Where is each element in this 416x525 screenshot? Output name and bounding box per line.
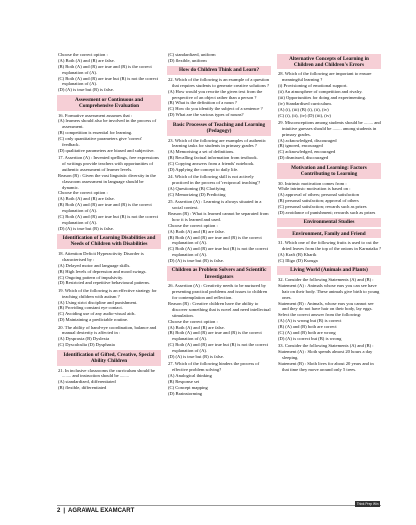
- option-text: Statement (B) : Sloth lives for about 20 years and in that time they move around only 5 trees.: [278, 360, 374, 372]
- option-text: (ii) An atmosphere of competition and rivalry.: [278, 89, 363, 95]
- option-text: (D) (A) is true but (R) is false.: [168, 353, 224, 359]
- question-text: 32. Consider the following Statements (A) and (B) :: [278, 277, 374, 283]
- option-text: (B) Both (A) and (R) are true and (R) is the correct explanation of (A).: [58, 202, 152, 214]
- option-text: (B) Recalling factual information from textbook.: [168, 155, 258, 161]
- option-text: (B) Both (A) and (R) are true and (R) is the correct explanation of (A).: [168, 234, 262, 246]
- section-heading: Basic Processes of Teaching and Learning (Pedagogy): [167, 120, 271, 135]
- option-text: (D) Restricted and repetitive behavioural patterns.: [58, 280, 151, 286]
- question-text: 27. Which of the following hinders the process of effective problem solving?: [168, 361, 260, 373]
- option-text: (C) Both (A) and (R) are true but (R) is not the correct explanation of (A).: [58, 75, 159, 87]
- option-text: (D) avoidance of punishment; rewards such as prizes: [278, 209, 376, 215]
- option-text: (A) learners should also be involved in the process of assessment.: [58, 118, 157, 130]
- question-text: 29. Misconceptions among students should be ........ and intuitive guesses should be ........ among students in primary grades.: [278, 119, 381, 137]
- section-heading: How do Children Think and Learn?: [167, 66, 271, 75]
- option-text: (iii) Opportunities for doing and experimenting.: [278, 94, 367, 100]
- option-text: (C) acknowledged, encouraged: [278, 149, 336, 155]
- section-heading: Motivation and Learning: Factors Contributing to Learning: [277, 163, 381, 178]
- section-heading: Identification of Learning Disabilities and Needs of Children with Disabilities: [57, 234, 161, 249]
- option-text: (C) Avoiding use of any audio-visual aids.: [58, 311, 136, 317]
- question-text: 30. Intrinsic motivation comes from :: [278, 180, 347, 186]
- option-text: (D) What are the various types of nouns?: [168, 112, 244, 118]
- option-text: (C) Both (A) and (R) are true but (R) is not the correct explanation of (A).: [168, 246, 269, 258]
- page-number: 2: [57, 507, 61, 514]
- option-text: (A) Memorising a set of definitions.: [168, 149, 235, 155]
- option-text: Choose the correct option :: [168, 222, 218, 228]
- section-heading: Environmental Studies: [277, 218, 381, 227]
- option-text: (A) Both (A) and (R) are false.: [168, 324, 225, 330]
- option-text: (B) competition is essential for learning.: [58, 130, 133, 136]
- option-text: While intrinsic motivation is based on :: [278, 186, 351, 192]
- question-text: 25. Assertion (A) : Learning is always situated in a social context.: [168, 199, 262, 211]
- option-text: (C) Concept mapping: [168, 384, 208, 390]
- question-text: 24. Which of the following skill is not actively practiced in the process of 'reciprocal teaching'?: [168, 174, 261, 186]
- option-text: Choose the correct option :: [58, 52, 108, 57]
- option-text: (D) flexible, uniform: [168, 57, 207, 63]
- option-text: Select the correct answer from the following:: [278, 312, 362, 318]
- option-text: Choose the correct option :: [58, 190, 108, 196]
- option-text: (i) Provisioning of emotional support.: [278, 83, 348, 89]
- publisher-brand: AGRAWAL EXAMCART: [68, 507, 135, 514]
- option-text: (B) Both (A) and (R) are true and (R) is the correct explanation of (A).: [58, 63, 152, 75]
- question-text: 22. Which of the following is an example of a question that requires students to generate creative solutions ?: [168, 76, 270, 88]
- option-text: (D) (A) is true but (R) is false.: [168, 258, 224, 264]
- section-heading: Identification of Gifted, Creative, Special Ability Children: [57, 350, 161, 365]
- page-footer: [57, 505, 381, 517]
- option-text: (B) High levels of depression and mood swings.: [58, 268, 147, 274]
- option-text: (A) acknowledged, discouraged: [278, 137, 337, 143]
- option-text: (A) Both (A) and (R) are false.: [168, 228, 225, 234]
- option-text: (A) Both (A) and (R) are false.: [58, 196, 115, 202]
- question-text: 23. Which of the following are examples of authentic learning tasks for students in primary grades ?: [168, 137, 267, 149]
- option-text: (B) personal satisfaction; approval of others: [278, 198, 359, 204]
- column-middle: [167, 52, 271, 498]
- option-text: (B) What is the definition of a noun ?: [168, 100, 237, 106]
- section-heading: Assessment or Continuous and Comprehensive Evaluation: [57, 95, 161, 110]
- option-text: (D) Brainstorming: [168, 390, 203, 396]
- option-text: Choose the correct option :: [168, 318, 218, 324]
- column-right: [277, 52, 381, 498]
- option-text: (A) Using strict discipline and punishment.: [58, 299, 138, 305]
- option-text: Reason (R) : Creative children have the ability to discover something that is novel and need intellectual stimulation.: [168, 301, 271, 318]
- option-text: (D) (A) is correct but (B) is wrong: [278, 335, 342, 341]
- option-text: (A) approval of others; personal satisfaction: [278, 192, 360, 198]
- option-text: (A) How would you rewrite the given text from the perspective of an object rather than a person ?: [168, 88, 263, 100]
- question-text: 16. Formative assessment assumes that :: [58, 112, 133, 118]
- option-text: (B) Both (A) and (R) are true and (R) is the correct explanation of (A).: [168, 330, 262, 342]
- option-text: Statement (B) : Animals, whose ears you cannot see and they do not have hair on their body, lay eggs.: [278, 300, 374, 312]
- option-text: (C) Memorizing (D) Predicting: [168, 191, 226, 197]
- option-text: (B) ignored, encouraged: [278, 143, 323, 149]
- option-text: (B) (A) and (B) both are correct: [278, 324, 337, 330]
- question-text: 33. Consider the following Statements (A) and (B) :: [278, 343, 374, 349]
- option-text: (D) (A) is true but (R) is false.: [58, 225, 114, 231]
- question-text: 17. Assertion (A) : Invented spellings, free expressions of writings provide teachers with opportunities of authentic assessment of learner levels.: [58, 155, 159, 172]
- option-text: (B) Response set: [168, 378, 200, 384]
- option-text: (D) dismissed, discouraged: [278, 155, 329, 161]
- option-text: (D) Applying the concept to daily life.: [168, 166, 239, 172]
- option-text: Reason (R) : What is learned cannot be separated from how it is learned and used.: [168, 211, 269, 222]
- footer-separator: |: [63, 507, 66, 514]
- option-text: (D) Maintaining a predictable routine.: [58, 317, 129, 323]
- option-text: (B) Providing constant eye contact.: [58, 305, 123, 311]
- question-text: 19. Which of the following is an effective strategy for teaching children with autism ?: [58, 287, 157, 299]
- option-text: (A) Dyspraxia (B) Dyslexia: [58, 336, 110, 342]
- question-columns: [57, 52, 381, 498]
- option-text: (C) standardized, uniform: [168, 52, 216, 57]
- question-text: 31. Which one of the following fruits is used to cut the dried leaves from the top of the onions in Karnataka ?: [278, 240, 381, 252]
- option-text: (D) (A) is true but (R) is false.: [58, 87, 114, 93]
- option-text: (iv) Standardised curriculum.: [278, 100, 332, 106]
- option-text: (B) flexible, differentiated: [58, 385, 107, 391]
- option-text: (C) (A) and (B) both are wrong: [278, 329, 336, 335]
- option-text: (C) Both (A) and (R) are true but (R) is not the correct explanation of (A).: [58, 213, 159, 225]
- option-text: (A) Both (A) and (R) are false.: [58, 57, 115, 63]
- section-heading: Living World (Animals and Plants): [277, 266, 381, 275]
- question-text: 20. The ability of hand-eye coordination, balance and manual dexterity is affected in :: [58, 324, 157, 336]
- option-text: (A) Analogical thinking: [168, 373, 212, 379]
- option-text: (C) How do you identify the subject of a sentence ?: [168, 106, 263, 112]
- option-text: (A) (i), (iii) (B) (i), (ii), (iv): [278, 106, 329, 112]
- question-text: 26. Assertion (A) : Creativity needs to be nurtured by presenting practical problems and issues to children for contemplation and reflection.: [168, 283, 268, 301]
- option-text: (C) Ongoing pattern of impulsivity.: [58, 274, 124, 280]
- option-text: Reason (R) : Given the vast linguistic diversity in the classroom assessment in language should be dynamic.: [58, 172, 156, 190]
- option-text: (C) only quantitative parameters give 'correct' feedback.: [58, 136, 143, 147]
- option-text: (C) Dyscalculia (D) Dysphasia: [58, 342, 115, 348]
- option-text: (C) (i), (ii), (iv) (D) (iii), (iv): [278, 112, 331, 118]
- question-text: 28. Which of the following are important to ensure meaningful learning ?: [278, 71, 372, 83]
- option-text: (C) Copying answers from a friends' notebook.: [168, 161, 255, 167]
- section-heading: Environment, Family and Friend: [277, 229, 381, 238]
- option-text: Statement (A) : Sloth spends almost 20 hours a day sleeping.: [278, 349, 373, 360]
- option-text: (C) personal satisfaction; rewards such as prizes: [278, 204, 367, 210]
- section-heading: Children as Problem Solvers and Scientific Investigators: [167, 266, 271, 281]
- option-text: (A) standardized, differentiated: [58, 379, 116, 385]
- option-text: (A) Kraft (B) Kharik: [278, 252, 317, 258]
- option-text: (C) Illigo (D) Kuruga: [278, 257, 318, 263]
- option-text: (A) Delayed motor and language skills.: [58, 262, 131, 268]
- option-text: (A) (A) is wrong but (B) is correct: [278, 318, 342, 324]
- option-text: (A) Questioning (B) Clarifying: [168, 186, 226, 192]
- option-text: (D) qualitative parameters are biased and subjective.: [58, 147, 155, 153]
- section-heading: Alternative Concepts of Learning in Children and Children's Errors: [277, 54, 381, 69]
- option-text: (C) Both (A) and (R) are true but (R) is not the correct explanation of (A).: [168, 342, 269, 354]
- question-text: 21. In inclusive classrooms the curriculum should be ........ and instruction should be ........: [58, 367, 155, 379]
- option-text: Statement (A) : Animals whose ears you can see have hair on their body. These animals give birth to young ones.: [278, 282, 380, 300]
- column-left: [57, 52, 161, 498]
- question-text: 18. Attention Deficit Hyperactivity Disorder is characterised by :: [58, 251, 144, 262]
- corner-badge: Think Prep Win: [356, 501, 379, 506]
